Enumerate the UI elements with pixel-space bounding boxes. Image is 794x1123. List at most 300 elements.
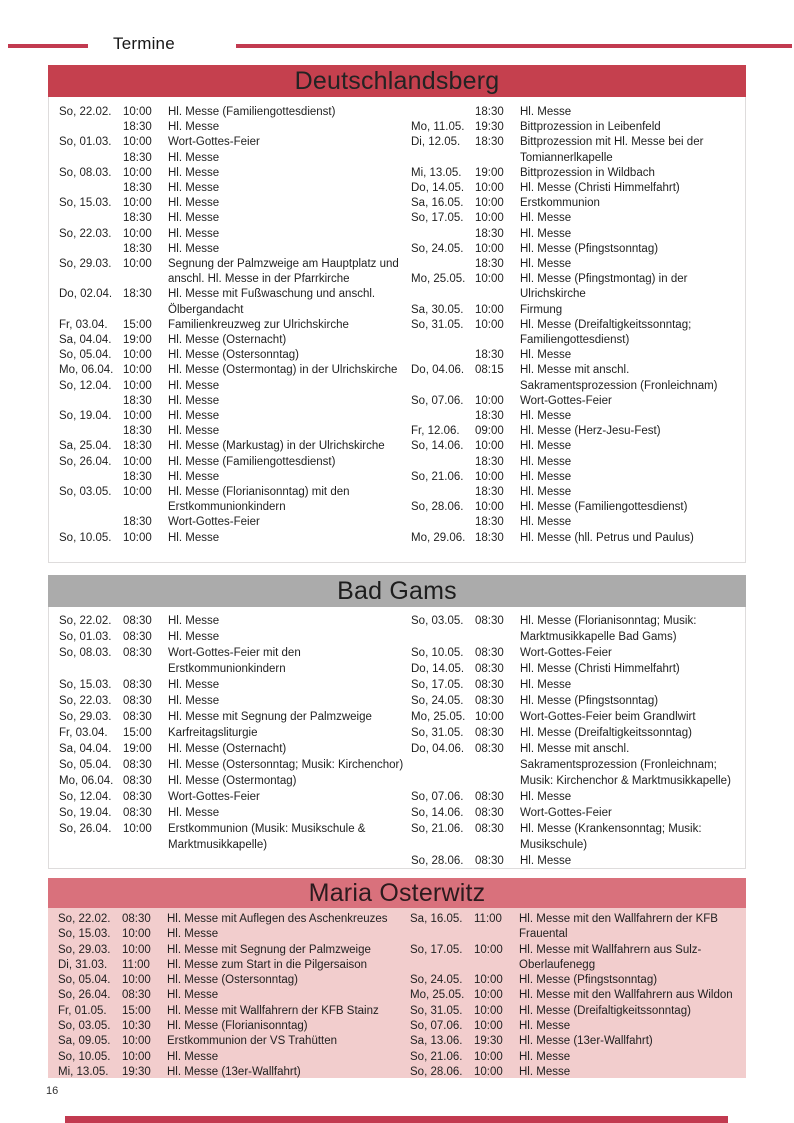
schedule-entry — [59, 257, 411, 287]
schedule-column-right — [411, 613, 741, 868]
schedule-entry — [59, 757, 411, 773]
entry-time: 10:00 — [475, 711, 504, 723]
schedule-entry — [59, 821, 411, 853]
schedule-entry — [410, 1034, 740, 1049]
header-rule-left — [8, 44, 88, 48]
entry-time: 19:00 — [475, 166, 504, 179]
entry-time: 08:30 — [123, 775, 152, 787]
entry-description: Hl. Messe — [520, 455, 572, 468]
entry-time: 08:30 — [475, 807, 504, 819]
entry-time: 18:30 — [123, 212, 152, 225]
entry-time: 08:30 — [475, 663, 504, 675]
schedule-entry — [411, 363, 741, 393]
entry-time: 15:00 — [123, 318, 152, 331]
section-title-banner: Maria Osterwitz — [48, 878, 746, 908]
entry-time: 18:30 — [123, 242, 152, 255]
entry-description: Firmung — [520, 303, 563, 316]
schedule-entry — [59, 725, 411, 741]
entry-date: So, 03.05. — [59, 486, 112, 499]
entry-description: Hl. Messe mit Auflegen des Aschenkreuzes — [167, 913, 388, 925]
schedule-entry — [58, 973, 410, 988]
schedule-entry — [411, 242, 741, 257]
schedule-entry — [411, 789, 741, 805]
entry-time: 08:30 — [122, 913, 151, 925]
entry-time: 10:00 — [123, 364, 152, 377]
schedule-entry — [59, 227, 411, 242]
entry-time: 18:30 — [475, 410, 504, 423]
entry-time: 08:30 — [122, 989, 151, 1002]
entry-date: So, 08.03. — [59, 647, 112, 659]
entry-description: Hl. Messe — [167, 1050, 219, 1063]
schedule-entry — [58, 1034, 410, 1049]
entry-time: 18:30 — [123, 470, 152, 483]
entry-description: Hl. Messe — [520, 855, 572, 867]
entry-date: So, 29.03. — [59, 258, 112, 271]
entry-time: 08:30 — [123, 647, 152, 659]
entry-time: 10:00 — [123, 410, 152, 423]
entry-time: 10:00 — [123, 136, 152, 149]
entry-date: Mo, 25.05. — [411, 711, 466, 723]
entry-date: Sa, 16.05. — [411, 197, 464, 210]
entry-time: 19:30 — [474, 1035, 503, 1048]
entry-description: Wort-Gottes-Feier — [168, 136, 260, 149]
schedule-entry — [411, 181, 741, 196]
schedule-entry — [59, 455, 411, 470]
entry-time: 10:00 — [122, 928, 151, 941]
entry-date: Di, 31.03. — [58, 958, 108, 971]
entry-time: 10:00 — [475, 212, 504, 225]
schedule-entry — [411, 424, 741, 439]
schedule-entry — [59, 318, 411, 333]
entry-time: 18:30 — [475, 227, 504, 240]
entry-description: Hl. Messe — [520, 679, 572, 691]
entry-date: So, 14.06. — [411, 440, 464, 453]
entry-description: Hl. Messe mit Fußwaschung und anschl. Ölbergandacht — [168, 288, 376, 316]
entry-date: So, 21.06. — [411, 470, 464, 483]
entry-time: 08:30 — [123, 711, 152, 723]
schedule-entry — [59, 151, 411, 166]
entry-time: 19:00 — [123, 743, 152, 755]
entry-description: Hl. Messe — [167, 928, 219, 941]
entry-time: 08:30 — [123, 679, 152, 691]
schedule-entry — [58, 1019, 410, 1034]
entry-time: 15:00 — [122, 1004, 151, 1017]
entry-time: 10:00 — [123, 379, 152, 392]
entry-description: Hl. Messe — [167, 989, 219, 1002]
entry-description: Hl. Messe mit den Wallfahrern aus Wildon — [519, 989, 733, 1002]
entry-time: 08:30 — [123, 695, 152, 707]
entry-description: Hl. Messe — [168, 679, 220, 691]
entry-time: 10:00 — [475, 318, 504, 331]
entry-time: 11:00 — [122, 958, 150, 971]
section-body — [48, 97, 746, 563]
schedule-entry — [410, 988, 740, 1003]
schedule-entry — [58, 1004, 410, 1019]
entry-description: Hl. Messe — [520, 516, 572, 529]
page-kicker: Termine — [113, 34, 175, 53]
entry-time: 18:30 — [475, 486, 504, 499]
entry-description: Hl. Messe — [520, 486, 572, 499]
entry-date: So, 22.02. — [59, 615, 112, 627]
schedule-entry — [411, 227, 741, 242]
entry-time: 19:30 — [122, 1065, 151, 1078]
entry-time: 10:00 — [123, 486, 152, 499]
entry-description: Hl. Messe — [168, 121, 220, 134]
entry-description: Hl. Messe (Dreifaltigkeitssonntag; Familiengottesdienst) — [520, 318, 692, 347]
entry-date: So, 07.06. — [411, 394, 464, 407]
schedule-entry — [411, 439, 741, 454]
entry-time: 18:30 — [475, 349, 504, 362]
entry-description: Hl. Messe mit den Wallfahrern der KFB Frauental — [519, 913, 718, 941]
schedule-entry — [59, 709, 411, 725]
entry-date: Fr, 01.05. — [58, 1004, 107, 1017]
entry-description: Hl. Messe (Ostermontag) in der Ulrichskirche — [168, 364, 398, 377]
entry-time: 10:00 — [123, 106, 152, 118]
entry-description: Hl. Messe — [520, 227, 572, 240]
entry-date: So, 31.05. — [411, 727, 464, 739]
entry-description: Hl. Messe — [168, 470, 220, 483]
entry-description: Hl. Messe — [168, 394, 220, 407]
schedule-entry — [59, 333, 411, 348]
entry-description: Hl. Messe — [520, 410, 572, 423]
entry-date: So, 15.03. — [59, 197, 112, 210]
schedule-entry — [59, 120, 411, 135]
entry-description: Hl. Messe (Christi Himmelfahrt) — [520, 182, 680, 195]
schedule-entry — [59, 348, 411, 363]
schedule-entry — [410, 1004, 740, 1019]
schedule-entry — [411, 821, 741, 853]
entry-description: Bittprozession mit Hl. Messe bei der Tomiannerlkapelle — [520, 136, 704, 164]
entry-description: Hl. Messe (Markustag) in der Ulrichskirche — [168, 440, 385, 453]
entry-description: Wort-Gottes-Feier beim Grandlwirt — [520, 711, 696, 723]
entry-time: 18:30 — [123, 288, 152, 301]
entry-time: 08:30 — [475, 727, 504, 739]
entry-time: 18:30 — [123, 440, 152, 453]
entry-date: So, 15.03. — [59, 679, 112, 691]
entry-date: So, 15.03. — [58, 928, 111, 941]
entry-description: Hl. Messe — [519, 1065, 571, 1078]
entry-time: 08:30 — [123, 791, 152, 803]
entry-time: 08:30 — [475, 615, 504, 627]
entry-time: 10:00 — [123, 227, 152, 240]
entry-date: So, 28.06. — [410, 1065, 463, 1078]
entry-date: Sa, 25.04. — [59, 440, 112, 453]
entry-description: Wort-Gottes-Feier — [168, 791, 260, 803]
entry-description: Hl. Messe (Herz-Jesu-Fest) — [520, 425, 661, 438]
entry-description: Hl. Messe — [168, 182, 220, 195]
entry-description: Hl. Messe (Familiengottesdienst) — [168, 455, 336, 468]
entry-date: Mo, 11.05. — [411, 121, 465, 134]
schedule-entry — [58, 912, 410, 927]
entry-time: 08:15 — [475, 364, 504, 377]
entry-description: Hl. Messe — [168, 695, 220, 707]
entry-description: Hl. Messe (Florianisonntag) — [167, 1020, 308, 1033]
entry-description: Hl. Messe — [520, 212, 572, 225]
entry-date: So, 24.05. — [411, 695, 464, 707]
entry-time: 10:00 — [475, 273, 504, 286]
entry-description: Hl. Messe (Ostersonntag) — [168, 349, 300, 362]
schedule-entry — [59, 531, 411, 546]
entry-date: So, 21.06. — [411, 823, 464, 835]
entry-date: So, 22.03. — [59, 695, 112, 707]
schedule-entry — [59, 211, 411, 226]
entry-time: 10:00 — [122, 1035, 151, 1048]
entry-date: Do, 14.05. — [411, 663, 465, 675]
schedule-entry — [411, 693, 741, 709]
entry-time: 18:30 — [123, 121, 152, 134]
schedule-entry — [411, 318, 741, 348]
entry-description: Hl. Messe mit Segnung der Palmzweige — [167, 943, 371, 956]
schedule-entry — [59, 242, 411, 257]
schedule-entry — [411, 120, 741, 135]
entry-date: Fr, 03.04. — [59, 318, 108, 331]
schedule-entry — [59, 196, 411, 211]
entry-description: Wort-Gottes-Feier — [520, 394, 612, 407]
entry-description: Hl. Messe — [168, 425, 220, 438]
schedule-entry — [411, 303, 741, 318]
entry-time: 10:00 — [474, 943, 503, 956]
schedule-entry — [411, 677, 741, 693]
entry-description: Hl. Messe — [519, 1050, 571, 1063]
entry-time: 08:30 — [475, 695, 504, 707]
entry-time: 18:30 — [475, 455, 504, 468]
entry-date: So, 31.05. — [411, 318, 464, 331]
entry-description: Bittprozession in Leibenfeld — [520, 121, 661, 134]
schedule-entry — [59, 515, 411, 530]
entry-date: Do, 14.05. — [411, 182, 465, 195]
entry-description: Familienkreuzweg zur Ulrichskirche — [168, 318, 349, 331]
entry-time: 10:00 — [475, 501, 504, 514]
entry-date: So, 01.03. — [59, 136, 112, 149]
entry-time: 10:00 — [123, 455, 152, 468]
entry-date: Fr, 03.04. — [59, 727, 108, 739]
entry-date: So, 03.05. — [411, 615, 464, 627]
entry-time: 09:00 — [475, 425, 504, 438]
entry-description: Hl. Messe — [520, 470, 572, 483]
entry-time: 19:00 — [123, 334, 152, 347]
entry-time: 18:30 — [123, 516, 152, 529]
entry-time: 10:00 — [475, 182, 504, 195]
entry-description: Wort-Gottes-Feier — [168, 516, 260, 529]
entry-date: Do, 04.06. — [411, 364, 465, 377]
entry-date: So, 12.04. — [59, 379, 112, 392]
entry-description: Hl. Messe mit anschl. Sakramentsprozession (Fronleichnam; Musik: Kirchenchor & Marktmusikkapelle) — [520, 743, 731, 787]
entry-date: So, 03.05. — [58, 1020, 111, 1033]
entry-date: So, 26.04. — [59, 455, 112, 468]
schedule-entry — [59, 394, 411, 409]
schedule-entry — [411, 515, 741, 530]
entry-time: 18:30 — [123, 425, 152, 438]
entry-description: Hl. Messe (Pfingstmontag) in der Ulrichskirche — [520, 273, 688, 301]
entry-date: So, 28.06. — [411, 855, 464, 867]
entry-time: 10:00 — [122, 943, 151, 956]
section-body — [48, 607, 746, 869]
page-number: 16 — [46, 1085, 59, 1097]
entry-description: Hl. Messe mit anschl. Sakramentsprozession (Fronleichnam) — [520, 364, 718, 392]
entry-description: Hl. Messe (Christi Himmelfahrt) — [520, 663, 680, 675]
schedule-entry — [59, 470, 411, 485]
entry-description: Hl. Messe (hll. Petrus und Paulus) — [520, 531, 694, 544]
entry-description: Hl. Messe — [520, 106, 572, 118]
entry-time: 10:00 — [122, 974, 151, 987]
schedule-entry — [59, 379, 411, 394]
entry-description: Hl. Messe (Pfingstsonntag) — [520, 242, 659, 255]
entry-description: Hl. Messe — [168, 166, 220, 179]
entry-description: Hl. Messe — [168, 212, 220, 225]
entry-description: Hl. Messe — [168, 807, 220, 819]
entry-time: 10:00 — [122, 1050, 151, 1063]
schedule-entry — [58, 988, 410, 1003]
entry-description: Wort-Gottes-Feier — [520, 647, 612, 659]
entry-date: So, 28.06. — [411, 501, 464, 514]
entry-description: Hl. Messe mit Wallfahrern der KFB Stainz — [167, 1004, 379, 1017]
entry-date: So, 24.05. — [411, 242, 464, 255]
entry-time: 15:00 — [123, 727, 152, 739]
schedule-entry — [411, 394, 741, 409]
schedule-entry — [411, 409, 741, 424]
schedule-entry — [411, 645, 741, 661]
entry-time: 08:30 — [475, 743, 504, 755]
entry-description: Hl. Messe zum Start in die Pilgersaison — [167, 958, 368, 971]
schedule-entry — [411, 709, 741, 725]
entry-time: 08:30 — [123, 631, 152, 643]
section-maria-osterwitz — [48, 878, 746, 1078]
entry-date: Sa, 04.04. — [59, 743, 112, 755]
schedule-entry — [410, 1050, 740, 1065]
entry-date: Sa, 04.04. — [59, 334, 112, 347]
entry-time: 08:30 — [475, 679, 504, 691]
entry-time: 10:00 — [474, 1050, 503, 1063]
schedule-entry — [410, 1019, 740, 1034]
schedule-entry — [411, 455, 741, 470]
schedule-entry — [411, 853, 741, 869]
entry-date: So, 31.05. — [410, 1004, 463, 1017]
schedule-entry — [410, 973, 740, 988]
schedule-column-left — [59, 613, 411, 868]
schedule-column-left — [59, 105, 411, 562]
entry-time: 18:30 — [475, 136, 504, 149]
entry-description: Hl. Messe (Pfingstsonntag) — [520, 695, 659, 707]
entry-date: Sa, 30.05. — [411, 303, 464, 316]
header-rule-right — [236, 44, 792, 48]
entry-description: Hl. Messe — [168, 242, 220, 255]
entry-description: Hl. Messe mit Segnung der Palmzweige — [168, 711, 372, 723]
section-title-banner: Deutschlandsberg — [48, 65, 746, 97]
schedule-entry — [59, 629, 411, 645]
entry-date: So, 24.05. — [410, 974, 463, 987]
schedule-entry — [411, 166, 741, 181]
entry-time: 10:00 — [475, 242, 504, 255]
entry-time: 10:00 — [123, 166, 152, 179]
schedule-entry — [59, 439, 411, 454]
entry-description: Hl. Messe — [168, 197, 220, 210]
entry-description: Hl. Messe (Osternacht) — [168, 334, 287, 347]
entry-date: So, 14.06. — [411, 807, 464, 819]
entry-time: 08:30 — [123, 759, 152, 771]
entry-description: Hl. Messe — [168, 151, 220, 164]
entry-description: Hl. Messe — [168, 531, 220, 544]
schedule-entry — [59, 677, 411, 693]
entry-description: Hl. Messe (Dreifaltigkeitssonntag) — [519, 1004, 691, 1017]
entry-time: 10:00 — [475, 197, 504, 210]
entry-description: Hl. Messe (Dreifaltigkeitssonntag) — [520, 727, 692, 739]
schedule-entry — [59, 789, 411, 805]
entry-description: Hl. Messe — [168, 410, 220, 423]
entry-description: Hl. Messe (Ostersonntag; Musik: Kirchenchor) — [168, 759, 404, 771]
schedule-entry — [59, 773, 411, 789]
entry-date: So, 19.04. — [59, 410, 112, 423]
entry-date: So, 05.04. — [59, 759, 112, 771]
entry-time: 08:30 — [475, 647, 504, 659]
schedule-entry — [58, 927, 410, 942]
entry-description: Hl. Messe (Ostermontag) — [168, 775, 297, 787]
entry-date: So, 10.05. — [58, 1050, 111, 1063]
section-bad-gams — [48, 575, 746, 869]
entry-time: 10:00 — [474, 1004, 503, 1017]
entry-time: 18:30 — [123, 182, 152, 195]
schedule-entry — [411, 135, 741, 165]
entry-date: Do, 04.06. — [411, 743, 465, 755]
schedule-entry — [59, 613, 411, 629]
entry-description: Hl. Messe — [519, 1020, 571, 1033]
entry-date: Mo, 29.06. — [411, 531, 466, 544]
page-header — [0, 34, 794, 60]
entry-time: 10:30 — [122, 1020, 151, 1033]
entry-date: Do, 02.04. — [59, 288, 113, 301]
entry-description: Hl. Messe (Pfingstsonntag) — [519, 974, 658, 987]
entry-date: Mo, 06.04. — [59, 775, 114, 787]
entry-date: So, 22.02. — [59, 106, 112, 118]
schedule-entry — [58, 1050, 410, 1065]
entry-time: 10:00 — [123, 197, 152, 210]
schedule-column-right — [411, 105, 741, 562]
entry-date: Sa, 09.05. — [58, 1035, 111, 1048]
schedule-entry — [59, 181, 411, 196]
schedule-entry — [58, 958, 410, 973]
schedule-entry — [59, 645, 411, 677]
entry-date: Sa, 16.05. — [410, 913, 463, 925]
entry-date: So, 22.02. — [58, 913, 111, 925]
entry-description: Hl. Messe — [168, 227, 220, 240]
entry-description: Hl. Messe (Osternacht) — [168, 743, 287, 755]
entry-description: Wort-Gottes-Feier — [520, 807, 612, 819]
entry-date: Mo, 25.05. — [411, 273, 466, 286]
schedule-entry — [59, 741, 411, 757]
entry-description: Wort-Gottes-Feier mit den Erstkommunionkindern — [168, 647, 301, 675]
entry-description: Hl. Messe — [520, 791, 572, 803]
schedule-entry — [411, 805, 741, 821]
entry-time: 10:00 — [474, 1065, 503, 1078]
entry-time: 18:30 — [475, 106, 504, 118]
schedule-entry — [59, 693, 411, 709]
footer-rule — [65, 1116, 728, 1123]
entry-time: 10:00 — [475, 303, 504, 316]
entry-description: Hl. Messe (13er-Wallfahrt) — [519, 1035, 653, 1048]
entry-date: So, 29.03. — [59, 711, 112, 723]
entry-date: So, 07.06. — [411, 791, 464, 803]
entry-date: So, 05.04. — [58, 974, 111, 987]
entry-date: So, 29.03. — [58, 943, 111, 956]
entry-time: 08:30 — [475, 823, 504, 835]
entry-description: Hl. Messe (Florianisonntag; Musik: Marktmusikkapelle Bad Gams) — [520, 615, 697, 643]
entry-date: So, 10.05. — [411, 647, 464, 659]
schedule-entry — [410, 912, 740, 943]
entry-date: So, 17.05. — [411, 212, 464, 225]
entry-time: 08:30 — [123, 807, 152, 819]
entry-date: So, 17.05. — [411, 679, 464, 691]
schedule-column-right — [410, 912, 740, 1078]
section-title-banner: Bad Gams — [48, 575, 746, 607]
